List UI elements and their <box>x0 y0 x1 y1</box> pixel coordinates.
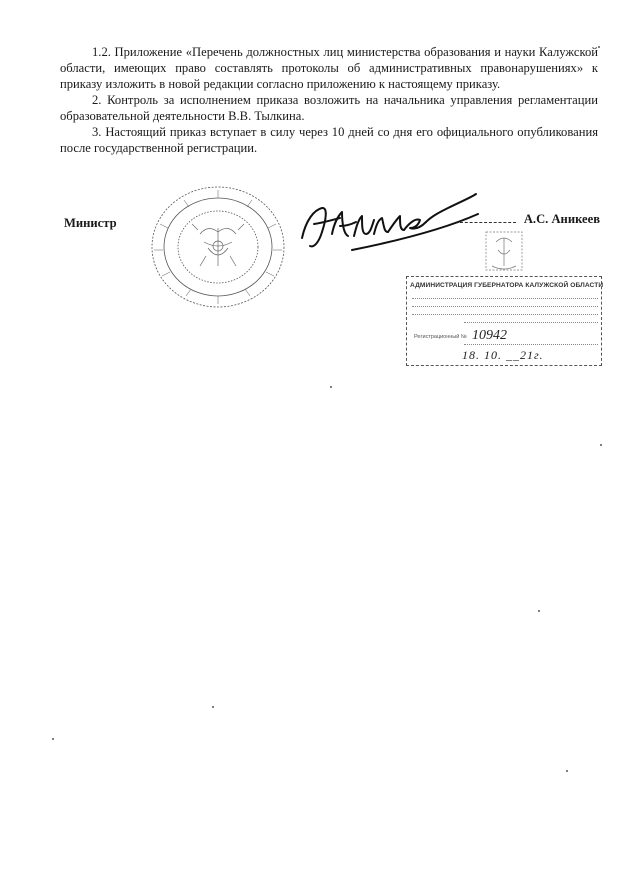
stamp-text-line <box>412 314 598 315</box>
official-seal-icon <box>148 184 288 310</box>
signer-name: А.С. Аникеев <box>523 212 600 226</box>
stamp-reg-label: Регистрационный № <box>414 334 467 340</box>
paragraph-3: 3. Настоящий приказ вступает в силу через 10 дней со дня его официального опубликования после государственной регистрации. <box>60 125 598 155</box>
scan-speck <box>212 706 214 708</box>
order-text <box>60 44 598 156</box>
scan-speck <box>566 770 568 772</box>
stamp-text-line <box>464 322 598 323</box>
paragraph-2: 2. Контроль за исполнением приказа возложить на начальника управления регламентации образовательной деятельности В.В. Тылкина. <box>60 93 598 123</box>
stamp-text-line <box>412 298 598 299</box>
scan-speck <box>598 46 600 48</box>
registration-date: 18. 10. __21г. <box>462 348 544 362</box>
registration-stamp <box>404 226 604 366</box>
scan-speck <box>538 610 540 612</box>
signer-title: Министр <box>64 216 117 230</box>
scan-speck <box>600 444 602 446</box>
paragraph-1-2: 1.2. Приложение «Перечень должностных лиц министерства образования и науки Калужской области, имеющих право составлять протоколы об административных правонарушениях» к приказу изложить в новой редакции согласно приложению к настоящему приказу. <box>60 45 598 91</box>
scan-speck <box>52 738 54 740</box>
stamp-number-line <box>464 344 598 345</box>
stamp-text-line <box>412 306 598 307</box>
registration-number: 10942 <box>472 328 507 343</box>
stamp-header: АДМИНИСТРАЦИЯ ГУБЕРНАТОРА КАЛУЖСКОЙ ОБЛАСТИ <box>410 282 604 289</box>
scan-speck <box>330 386 332 388</box>
coat-of-arms-icon <box>474 226 534 276</box>
